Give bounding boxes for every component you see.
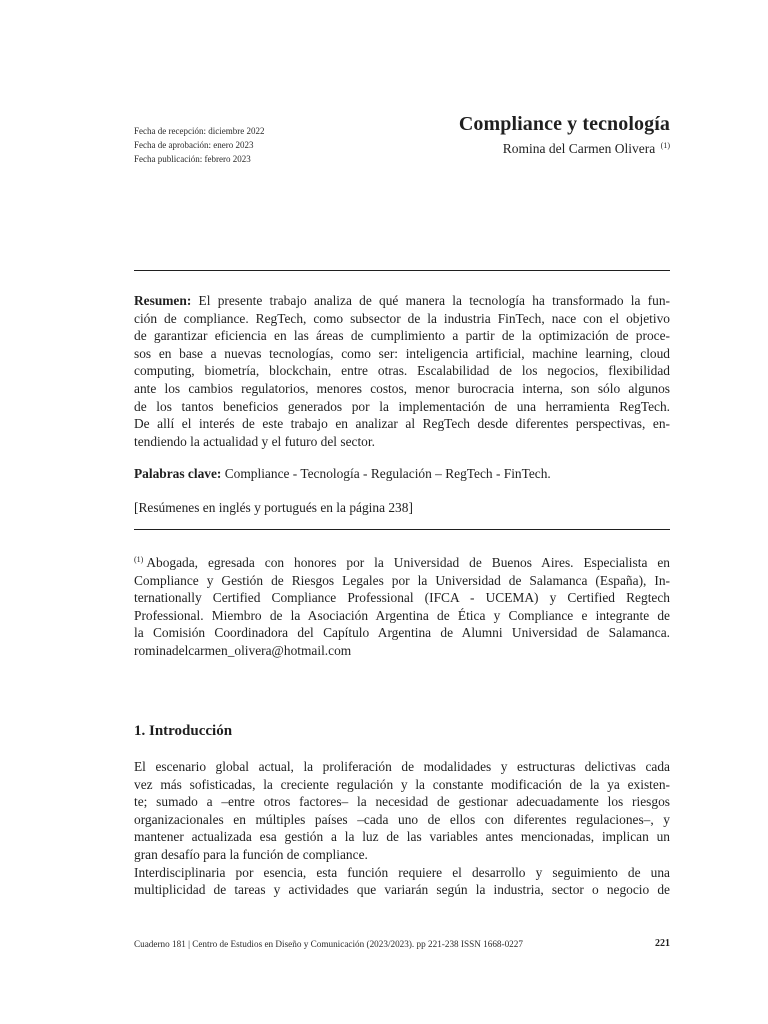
received-date: Fecha de recepción: diciembre 2022	[134, 126, 265, 136]
abstract-line: sos en base a nuevas tecnologías, como ser: inteligencia artificial, machine learning, cloud	[134, 345, 670, 361]
abstract	[134, 292, 670, 450]
published-date: Fecha publicación: febrero 2023	[134, 154, 251, 164]
article-title: Compliance y tecnología	[458, 113, 670, 135]
publication-dates	[134, 124, 264, 166]
paragraph-line: mantener actualizada esa gestión a la luz de las variables antes mencionadas, implican un	[134, 829, 670, 845]
paragraph-line: vez más sofisticadas, la creciente regulación y la constante modificación de la ya existen-	[134, 776, 670, 792]
abstract-line: de los tantos beneficios generados por la implementación de una herramienta RegTech.	[134, 398, 670, 414]
footnote-line: Compliance y Gestión de Riesgos Legales por la Universidad de Salamanca (España), In-	[134, 572, 670, 588]
approved-date: Fecha de aprobación: enero 2023	[134, 140, 254, 150]
abstract-line: ante los cambios regulatorios, menores costos, menor burocracia interna, son sólo algunos	[134, 380, 670, 396]
author-footnote-marker: (1)	[660, 141, 670, 150]
paragraph-line: te; sumado a –entre otros factores– la necesidad de gestionar adecuadamente los riesgos	[134, 794, 670, 810]
footer-citation: Cuaderno 181 | Centro de Estudios en Diseño y Comunicación (2023/2023). pp 221-238 ISSN 1668-0227	[134, 939, 523, 949]
abstract-line	[134, 292, 670, 310]
keywords	[134, 465, 670, 483]
section-heading: 1. Introducción	[134, 723, 233, 739]
footnote-line: ternationally Certified Compliance Professional (IFCA - UCEMA) y Certified Regtech	[134, 590, 670, 606]
paragraph-line: gran desafío para la función de compliance.	[134, 846, 368, 862]
author-line	[459, 137, 670, 158]
abstract-line-text: El presente trabajo analiza de qué manera la tecnología ha transformado la fun-	[191, 293, 670, 308]
paragraph-line: multiplicidad de tareas y actividades que variarán según la industria, sector o negocio de	[134, 882, 670, 898]
author-email: rominadelcarmen_olivera@hotmail.com	[134, 642, 352, 658]
paragraph-line: Interdisciplinaria por esencia, esta función requiere el desarrollo y seguimiento de una	[134, 864, 670, 880]
abstract-line: De allí el interés de este trabajo en analizar al RegTech desde diferentes perspectivas, en-	[134, 416, 670, 432]
abstract-line: tendiendo la actualidad y el futuro del sector.	[134, 433, 375, 449]
abstract-line: computing, biometría, blockchain, entre otras. Escalabilidad de los negocios, flexibilidad	[134, 363, 670, 379]
abstract-line: ción de compliance. RegTech, como subsector de la industria FinTech, nace con el objetivo	[134, 310, 670, 326]
page-number: 221	[655, 938, 670, 949]
footnote-marker: (1)	[134, 555, 144, 564]
footnote-line: Professional. Miembro de la Asociación Argentina de Ética y Compliance e integrante de	[134, 607, 670, 623]
keywords-label: Palabras clave:	[134, 466, 222, 481]
top-divider	[134, 270, 670, 271]
abstract-line: de garantizar eficiencia en las áreas de cumplimiento a partir de la optimización de proce-	[134, 328, 670, 344]
author-footnote	[134, 551, 670, 660]
introduction-body	[134, 758, 670, 899]
footnote-divider	[134, 529, 670, 530]
author-name: Romina del Carmen Olivera	[502, 141, 656, 156]
abstract-label: Resumen:	[134, 293, 192, 308]
paragraph-line: organizacionales en múltiples países –cada uno de ellos con diferentes regulaciones–, y	[134, 811, 670, 827]
footnote-line	[134, 551, 670, 572]
footnote-line-text: Abogada, egresada con honores por la Universidad de Buenos Aires. Especialista en	[146, 555, 670, 570]
footnote-line: la Comisión Coordinadora del Capítulo Argentina de Alumni Universidad de Salamanca.	[134, 625, 670, 641]
translations-note: [Resúmenes en inglés y portugués en la página 238]	[134, 500, 413, 515]
title-block	[459, 112, 670, 158]
paragraph-line: El escenario global actual, la proliferación de modalidades y estructuras delictivas cada	[134, 759, 670, 774]
keywords-text: Compliance - Tecnología - Regulación – RegTech - FinTech.	[221, 466, 551, 481]
